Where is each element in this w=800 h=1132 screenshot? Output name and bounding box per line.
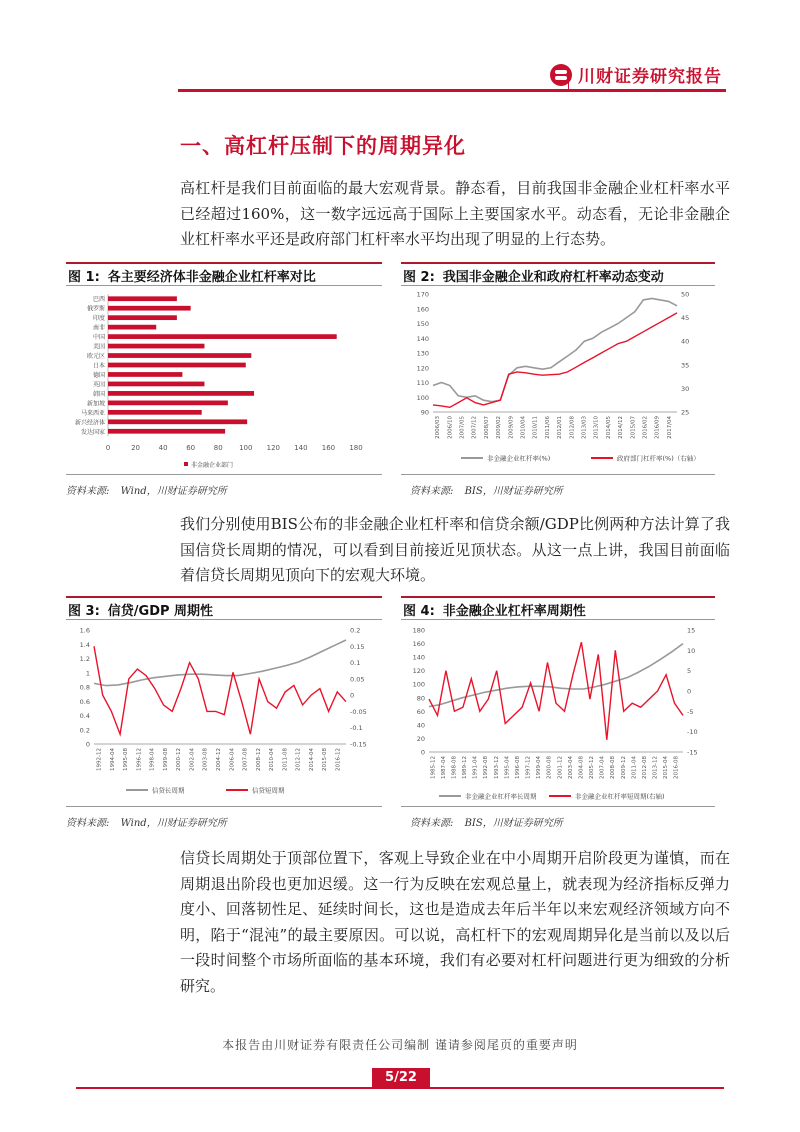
x-tick-label: 2016-08	[673, 756, 680, 779]
figure-2-source: 资料来源: BIS，川财证券研究所	[410, 486, 563, 497]
x-tick-label: 2007-08	[242, 748, 249, 771]
bar	[108, 306, 191, 311]
x-tick-label: 140	[294, 444, 308, 452]
x-tick-label: 2006/10	[447, 416, 454, 439]
figure-2	[401, 262, 715, 480]
x-tick-label: 2010/11	[532, 416, 539, 439]
source-label: 资料来源:	[66, 486, 110, 497]
right-tick-label: 0	[350, 691, 355, 700]
right-tick-label: 45	[681, 314, 690, 323]
figure-4-title	[401, 598, 715, 620]
left-tick-label: 1.6	[79, 626, 90, 635]
figure-3-number: 图 3:	[68, 604, 100, 619]
paragraph-2: 我们分别使用BIS公布的非金融企业杠杆率和信贷余额/GDP比例两种方法计算了我国信贷长周期的情况，可以看到目前接近见顶状态。从这一点上讲，我国目前面临着信贷长周期见顶向下的宏观大环境。	[180, 515, 730, 584]
x-tick-label: 2014-04	[308, 748, 315, 771]
right-tick-label: -0.15	[350, 740, 367, 749]
category-label: 马来西亚	[80, 409, 105, 417]
source-label: 资料来源:	[66, 818, 110, 829]
right-tick-label: -10	[687, 728, 698, 737]
x-tick-label: 2010-04	[269, 748, 276, 771]
bar	[108, 353, 251, 358]
left-tick-label: 60	[416, 707, 425, 716]
left-tick-label: 0.8	[79, 683, 90, 692]
right-tick-label: 0.15	[350, 642, 365, 651]
x-tick-label: 2013/03	[581, 416, 588, 439]
source-institute: 川财证券研究所	[492, 486, 563, 497]
x-tick-label: 2012-12	[295, 748, 302, 771]
legend-label: 信贷短周期	[252, 786, 285, 795]
source-institute: 川财证券研究所	[492, 818, 563, 829]
right-tick-label: 50	[681, 290, 690, 299]
bar	[108, 419, 247, 424]
x-tick-label: 2009-12	[620, 756, 627, 779]
left-tick-label: 170	[416, 290, 429, 299]
x-tick-label: 1993-12	[493, 756, 500, 779]
figure-3-title	[66, 598, 382, 620]
x-tick-label: 1992-08	[483, 756, 490, 779]
category-label: 巴西	[92, 296, 105, 304]
right-tick-label: 10	[687, 646, 696, 655]
x-tick-label: 1989-12	[462, 756, 469, 779]
bar	[108, 410, 202, 415]
source-name: Wind	[120, 486, 147, 497]
page-number: 5/22	[372, 1068, 430, 1088]
figure-3-source: 资料来源: Wind，川财证券研究所	[66, 818, 227, 829]
right-tick-label: 40	[681, 337, 690, 346]
x-tick-label: 2007/05	[459, 416, 466, 439]
x-tick-label: 2001-12	[557, 756, 564, 779]
x-tick-label: 2011-04	[631, 756, 638, 779]
figure-4	[401, 596, 715, 810]
x-tick-label: 2007-04	[599, 756, 606, 779]
category-label: 美国	[92, 343, 105, 351]
x-tick-label: 2004-12	[216, 748, 222, 771]
x-tick-label: 1999-08	[162, 748, 169, 771]
brand-title: 川财证券研究报告	[578, 67, 722, 87]
bar	[108, 344, 204, 349]
bar	[108, 391, 254, 396]
figure-4-source: 资料来源: BIS，川财证券研究所	[410, 818, 563, 829]
section-title: 一、高杠杆压制下的周期异化	[180, 134, 466, 158]
legend-label: 非金融企业杠杆率(%)	[487, 454, 551, 463]
x-tick-label: 2012/08	[569, 416, 576, 439]
left-tick-label: 1.2	[79, 655, 90, 663]
x-tick-label: 2016/02	[642, 416, 649, 439]
x-tick-label: 100	[239, 444, 253, 452]
source-institute: 川财证券研究所	[156, 818, 227, 829]
figure-1-caption: 各主要经济体非金融企业杠杆率对比	[107, 270, 316, 285]
bar	[108, 296, 177, 301]
right-tick-label: 25	[681, 408, 690, 417]
right-tick-label: 0.05	[350, 675, 365, 684]
category-label: 德国	[92, 371, 105, 379]
bar	[108, 372, 182, 377]
left-tick-label: 160	[416, 305, 429, 314]
x-tick-label: 2016-12	[335, 748, 342, 771]
category-label: 新加坡	[86, 400, 105, 408]
legend-label: 非金融企业杠杆率长周期	[465, 792, 537, 801]
x-tick-label: 1995-04	[504, 756, 511, 779]
left-tick-label: 110	[416, 379, 429, 387]
x-tick-label: 2002-04	[189, 748, 196, 771]
x-tick-label: 2011-08	[282, 748, 289, 771]
x-tick-label: 2009/09	[508, 416, 515, 439]
x-tick-label: 2003-04	[567, 756, 574, 779]
right-tick-label: 0	[687, 687, 692, 696]
x-tick-label: 2012/01	[557, 416, 564, 439]
right-tick-label: -0.05	[350, 707, 367, 716]
series-line	[429, 642, 683, 740]
x-tick-label: 2008/07	[483, 416, 490, 439]
x-tick-label: 2007/12	[471, 416, 478, 439]
x-tick-label: 2015-04	[663, 756, 670, 779]
x-tick-label: 1999-04	[536, 756, 543, 779]
x-tick-label: 2004-08	[578, 756, 585, 779]
left-tick-label: 20	[416, 734, 425, 743]
x-tick-label: 2005-12	[589, 756, 596, 779]
category-label: 韩国	[92, 390, 105, 398]
left-tick-label: 0	[420, 748, 425, 757]
x-tick-label: 2014/05	[605, 416, 612, 439]
source-label: 资料来源:	[410, 486, 454, 497]
left-tick-label: 180	[412, 626, 425, 635]
left-tick-label: 100	[416, 393, 429, 402]
x-tick-label: 2000-08	[546, 756, 553, 779]
x-tick-label: 1995-08	[123, 748, 130, 771]
figure-2-caption: 我国非金融企业和政府杠杆率动态变动	[442, 270, 664, 285]
x-tick-label: 1998-04	[149, 748, 156, 771]
paragraph-1: 高杠杆是我们目前面临的最大宏观背景。静态看，目前我国非金融企业杠杆率水平已经超过160%，这一数字远远高于国际上主要国家水平。动态看，无论非金融企业杠杆率水平还是政府部门杠杆率水平均出现了明显的上行态势。	[180, 179, 730, 248]
source-name: BIS	[464, 818, 483, 829]
category-label: 南非	[92, 324, 105, 332]
legend-label: 信贷长周期	[152, 786, 185, 795]
x-tick-label: 1992-12	[96, 748, 103, 771]
left-tick-label: 0.4	[79, 712, 90, 720]
x-tick-label: 1994-04	[109, 748, 116, 771]
left-tick-label: 120	[416, 364, 429, 373]
category-label: 俄罗斯	[86, 305, 105, 313]
bar	[108, 325, 156, 330]
series-line	[94, 646, 346, 734]
figure-1-title	[66, 264, 382, 286]
chart-1-bar	[66, 286, 382, 476]
left-tick-label: 150	[416, 320, 429, 328]
x-tick-label: 2009/02	[496, 416, 503, 439]
x-tick-label: 20	[131, 444, 141, 452]
x-tick-label: 1988-08	[451, 756, 458, 779]
x-tick-label: 120	[266, 444, 281, 452]
left-tick-label: 120	[412, 667, 425, 676]
legend-swatch	[184, 462, 188, 466]
right-tick-label: -15	[687, 748, 698, 757]
x-tick-label: 2011/06	[544, 416, 551, 439]
right-tick-label: 35	[681, 361, 690, 370]
category-label: 欧元区	[86, 353, 105, 361]
left-tick-label: 1.4	[79, 640, 90, 649]
series-line	[433, 313, 677, 407]
bar	[108, 315, 177, 320]
x-tick-label: 160	[321, 444, 336, 452]
x-tick-label: 1985-12	[430, 756, 437, 779]
figure-4-bottom-rule	[401, 806, 715, 807]
right-tick-label: 0.2	[350, 626, 361, 635]
figure-4-number: 图 4:	[403, 604, 435, 619]
left-tick-label: 0	[85, 740, 90, 749]
figure-1-bottom-rule	[66, 474, 382, 475]
chart-4-line	[401, 620, 715, 806]
x-tick-label: 40	[158, 444, 168, 452]
right-tick-label: 15	[687, 626, 696, 635]
left-tick-label: 80	[416, 694, 425, 703]
right-tick-label: 0.1	[350, 659, 361, 668]
figure-2-title	[401, 264, 715, 286]
x-tick-label: 0	[105, 444, 111, 452]
chart-2-line	[401, 286, 715, 476]
figure-4-caption: 非金融企业杠杆率周期性	[442, 604, 586, 619]
series-line	[429, 644, 683, 707]
figure-1	[66, 262, 382, 480]
header-divider	[568, 71, 569, 89]
left-tick-label: 0.6	[79, 697, 90, 706]
bar	[108, 429, 225, 434]
left-tick-label: 140	[412, 653, 425, 662]
category-label: 日本	[92, 362, 105, 370]
figure-3	[66, 596, 382, 810]
footer-rule	[76, 1087, 724, 1089]
bar	[108, 334, 337, 339]
source-label: 资料来源:	[410, 818, 454, 829]
x-tick-label: 2016/09	[654, 416, 661, 439]
x-tick-label: 2010/04	[520, 416, 527, 439]
x-tick-label: 2015/07	[630, 416, 637, 439]
category-label: 新兴经济体	[74, 419, 105, 427]
left-tick-label: 100	[412, 680, 425, 689]
figure-2-number: 图 2:	[403, 270, 435, 285]
left-tick-label: 40	[416, 721, 425, 730]
source-institute: 川财证券研究所	[156, 486, 227, 497]
footer-disclaimer: 本报告由川财证券有限责任公司编制 谨请参阅尾页的重要声明	[222, 1038, 578, 1052]
source-name: Wind	[120, 818, 147, 829]
x-tick-label: 1996-08	[514, 756, 521, 779]
source-name: BIS	[464, 486, 483, 497]
x-tick-label: 80	[213, 444, 223, 452]
x-tick-label: 180	[349, 444, 363, 452]
right-tick-label: -5	[687, 707, 694, 716]
legend-label: 政府部门杠杆率(%)（右轴）	[617, 454, 700, 463]
x-tick-label: 2014/12	[618, 416, 625, 439]
figure-1-number: 图 1:	[68, 270, 100, 285]
x-tick-label: 1997-12	[525, 756, 532, 779]
x-tick-label: 2015-08	[322, 748, 329, 771]
figure-3-bottom-rule	[66, 806, 382, 807]
x-tick-label: 2012-08	[641, 756, 648, 779]
bar	[108, 401, 228, 406]
category-label: 发达国家	[80, 428, 105, 436]
figure-1-source: 资料来源: Wind，川财证券研究所	[66, 486, 227, 497]
left-tick-label: 90	[420, 408, 429, 417]
legend-label: 非金融企业杠杆率短周期(右轴)	[575, 792, 665, 801]
series-line	[433, 298, 677, 401]
x-tick-label: 2003-08	[202, 748, 209, 771]
left-tick-label: 140	[416, 334, 429, 343]
x-tick-label: 2013-12	[652, 756, 659, 779]
paragraph-3: 信贷长周期处于顶部位置下，客观上导致企业在中小周期开启阶段更为谨慎，而在周期退出阶段也更加迟缓。这一行为反映在宏观总量上，就表现为经济指标反弹力度小、回落韧性足、延续时间长，这也是造成去年后半年以来宏观经济领域方向不明，陷于“混沌”的最主要原因。可以说，高杠杆下的宏观周期异化是当前以及以后一段时间整个市场所面临的基本环境，我们有必要对杠杆问题进行更为细致的分析研究。	[180, 849, 730, 995]
chart-3-line	[66, 620, 382, 806]
category-label: 中国	[92, 334, 105, 342]
right-tick-label: 30	[681, 384, 690, 393]
x-tick-label: 2017/04	[666, 416, 673, 439]
x-tick-label: 2000-12	[176, 748, 183, 771]
figure-3-caption: 信贷/GDP 周期性	[107, 604, 214, 619]
category-label: 印度	[92, 315, 105, 323]
x-tick-label: 2006-04	[229, 748, 236, 771]
x-tick-label: 1987-04	[440, 756, 447, 779]
series-line	[94, 640, 346, 686]
x-tick-label: 60	[186, 444, 196, 452]
x-tick-label: 2008-12	[255, 748, 262, 771]
right-tick-label: 5	[687, 667, 692, 676]
bar	[108, 363, 246, 368]
x-tick-label: 1991-04	[472, 756, 479, 779]
x-tick-label: 2008-08	[610, 756, 617, 779]
header-brand	[550, 62, 722, 87]
category-label: 英国	[92, 381, 105, 389]
x-tick-label: 2013/10	[593, 416, 600, 439]
x-tick-label: 1996-12	[136, 748, 143, 771]
legend-label: 非金融企业部门	[191, 462, 234, 469]
left-tick-label: 0.2	[79, 726, 90, 735]
left-tick-label: 1	[85, 669, 90, 678]
bar	[108, 382, 204, 387]
figure-2-bottom-rule	[401, 474, 715, 475]
x-tick-label: 2006/03	[435, 416, 442, 439]
left-tick-label: 160	[412, 640, 425, 649]
left-tick-label: 130	[416, 349, 429, 358]
header-rule	[178, 89, 726, 92]
right-tick-label: -0.1	[350, 724, 363, 733]
